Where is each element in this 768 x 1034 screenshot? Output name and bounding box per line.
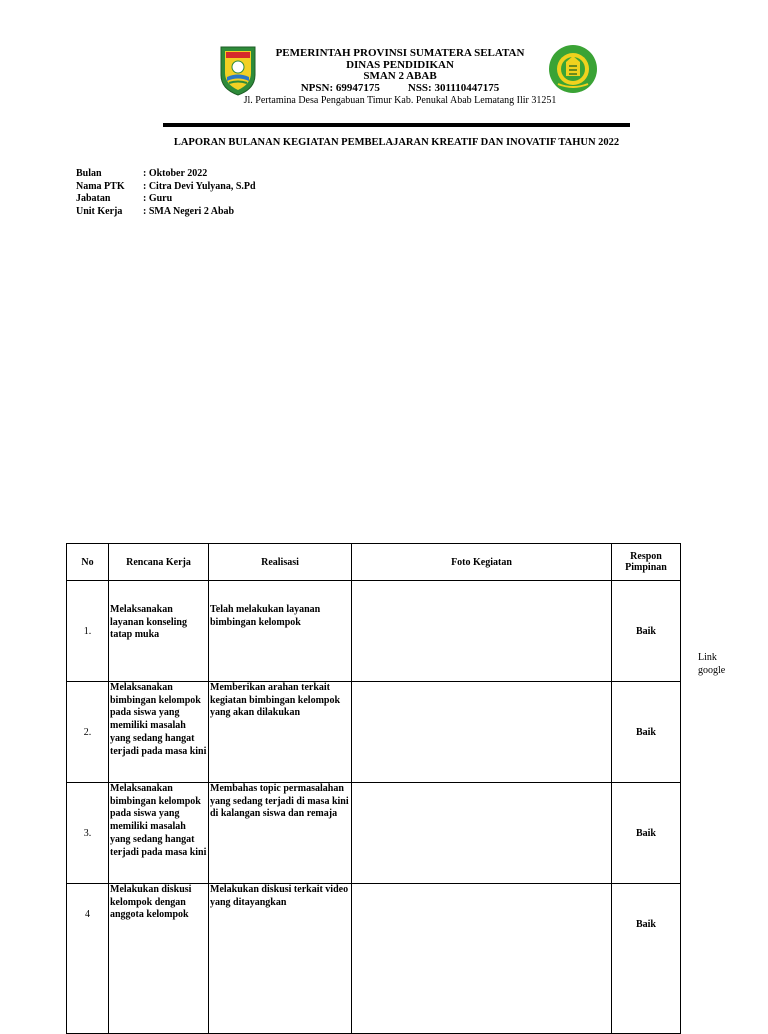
column-header-respon: Respon Pimpinan [612,544,681,581]
meta-value: : Citra Devi Yulyana, S.Pd [143,180,256,192]
rencana-cell: Melaksanakan layanan konseling tatap muka [109,581,209,682]
foto-cell [352,884,612,1034]
respon-cell: Baik [612,682,681,783]
meta-value: : Oktober 2022 [143,168,208,179]
table-header-row [67,544,681,581]
table-row [67,682,681,783]
realisasi-cell: Membahas topic permasalahan yang sedang terjadi di masa kini di kalangan siswa dan remaja [209,783,352,884]
table-row [67,783,681,884]
respon-cell: Baik [612,581,681,682]
row-number: 1. [67,581,109,682]
rencana-cell: Melakukan diskusi kelompok dengan anggota kelompok [109,884,209,1034]
letterhead-line-agency: DINAS PENDIDIKAN [346,58,454,71]
respon-cell: Baik [612,884,681,1034]
column-header-rencana: Rencana Kerja [109,544,209,581]
meta-value: : Guru [143,193,173,205]
meta-row-month [76,168,256,181]
table-row [67,884,681,1034]
meta-value: : SMA Negeri 2 Abab [143,206,235,218]
report-title: LAPORAN BULANAN KEGIATAN PEMBELAJARAN KREATIF DAN INOVATIF TAHUN 2022 [173,137,620,148]
realisasi-cell: Melakukan diskusi terkait video yang ditayangkan [209,884,352,1034]
meta-label: Bulan [76,168,102,179]
rencana-cell: Melaksanakan bimbingan kelompok pada siswa yang memiliki masalah yang sedang hangat terjadi pada masa kini [109,682,209,783]
meta-row-position [76,193,256,206]
activity-table [66,543,681,1034]
nss-text: NSS: 301110447175 [407,81,500,94]
letterhead-line-school: SMAN 2 ABAB [363,70,437,82]
respon-cell: Baik [612,783,681,884]
realisasi-cell: Memberikan arahan terkait kegiatan bimbingan kelompok yang akan dilakukan [209,682,352,783]
letterhead-line-government: PEMERINTAH PROVINSI SUMATERA SELATAN [275,47,525,59]
letterhead-address: Jl. Pertamina Desa Pengabuan Timur Kab. Penukal Abab Lematang Ilir 31251 [243,95,557,106]
meta-row-unit [76,206,256,219]
meta-label: Nama PTK [76,180,125,192]
column-header-no: No [67,544,109,581]
report-meta [76,168,256,219]
row-number: 4 [67,884,109,1034]
foto-cell [352,783,612,884]
letterhead-divider [163,123,630,127]
realisasi-cell: Telah melakukan layanan bimbingan kelompok [209,581,352,682]
foto-cell [352,581,612,682]
column-header-foto: Foto Kegiatan [352,544,612,581]
foto-cell [352,682,612,783]
letterhead [200,48,600,107]
column-header-realisasi: Realisasi [209,544,352,581]
row-number: 2. [67,682,109,783]
letterhead-ids [200,83,600,95]
npsn-text: NPSN: 69947175 [300,81,380,94]
meta-label: Jabatan [76,193,111,205]
table-row [67,581,681,682]
rencana-cell: Melaksanakan bimbingan kelompok pada siswa yang memiliki masalah yang sedang hangat terjadi pada masa kini [109,783,209,884]
google-link-note[interactable]: Link google [698,652,726,676]
meta-row-name [76,181,256,194]
row-number: 3. [67,783,109,884]
meta-label: Unit Kerja [76,206,123,218]
